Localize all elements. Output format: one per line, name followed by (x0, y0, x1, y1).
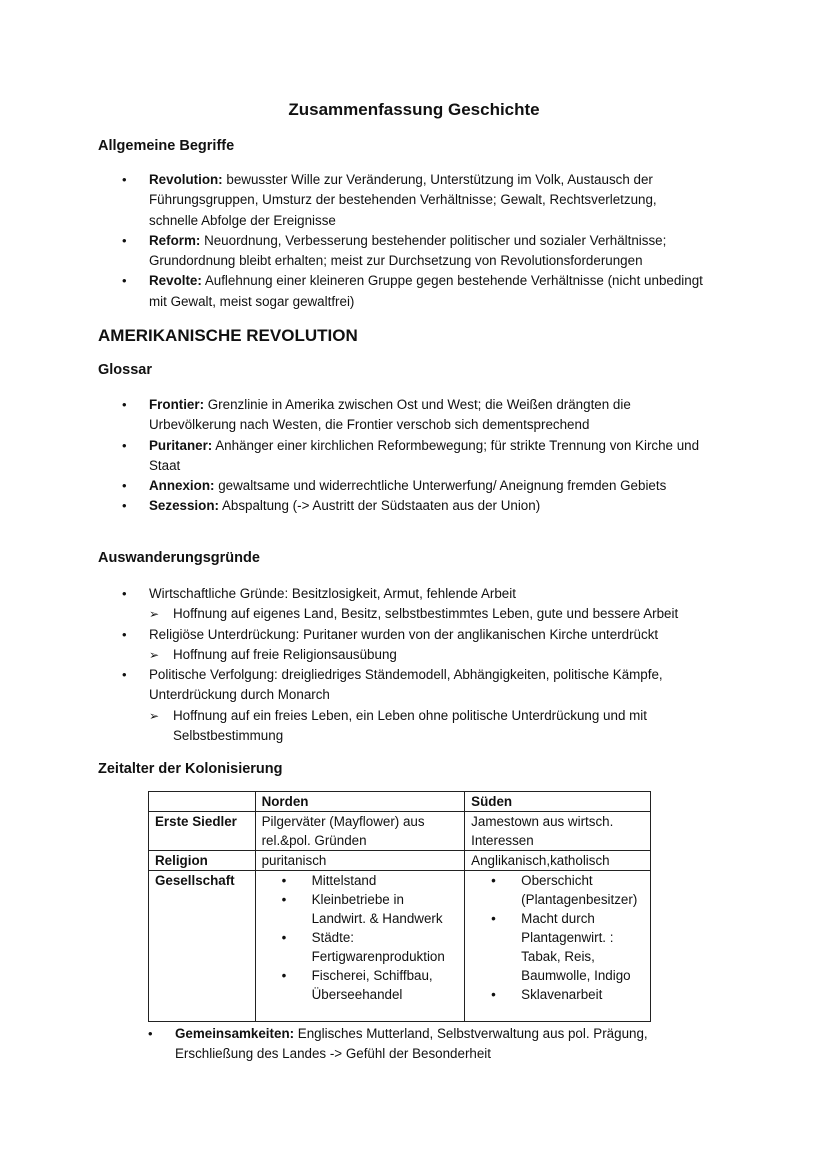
list-item: • Puritaner: Anhänger einer kirchlichen Reformbewegung; für strikte Trennung von Kirche und Staat (122, 437, 700, 473)
list-item: • Sklavenarbeit (491, 987, 603, 1002)
section-heading-glossar: Glossar (98, 362, 152, 378)
colonization-table (148, 791, 651, 1022)
north-society-list (262, 871, 459, 1004)
arrow-icon: ➢ (149, 647, 160, 662)
bullet-icon: • (281, 892, 287, 907)
section-heading-emigration: Auswanderungsgründe (98, 550, 260, 566)
list-item: • Politische Verfolgung: dreigliedriges Ständemodell, Abhängigkeiten, politische Kämpfe, Unterdrückung durch Monarch (122, 667, 663, 703)
list-item: • Annexion: gewaltsame und widerrechtliche Unterwerfung/ Aneignung fremden Gebiets (122, 476, 742, 496)
row-label-religion: Religion (149, 851, 256, 871)
list-item: • Reform: Neuordnung, Verbesserung bestehender politischer und sozialer Verhältnisse; Grundordnung bleibt erhalten; meist zur Durchsetzung von Revolutionsforderungen (122, 232, 667, 269)
arrow-icon: ➢ (149, 708, 160, 723)
list-item: • Frontier: Grenzlinie in Amerika zwischen Ost und West; die Weißen drängten die Urbevölkerung nach Westen, die Frontier verschob sich dementsprechend (122, 397, 631, 433)
bullet-icon: • (122, 498, 127, 514)
glossar-list (122, 395, 742, 517)
table-cell: Jamestown aus wirtsch. Interessen (465, 812, 651, 851)
section-heading-american-revolution: AMERIKANISCHE REVOLUTION (98, 326, 358, 345)
bullet-icon: • (491, 873, 496, 888)
bullet-icon: • (122, 232, 127, 248)
table-cell: Pilgerväter (Mayflower) aus rel.&pol. Gründen (255, 812, 465, 851)
list-item: • Revolte: Auflehnung einer kleineren Gruppe gegen bestehende Verhältnisse (nicht unbedingt mit Gewalt, meist sogar gewaltfrei) (122, 273, 703, 309)
list-item: • Wirtschaftliche Gründe: Besitzlosigkeit, Armut, fehlende Arbeit (122, 584, 762, 604)
row-label-settlers: Erste Siedler (149, 812, 256, 851)
bullet-icon: • (122, 437, 127, 453)
table-cell: puritanisch (255, 851, 465, 871)
list-item: • Revolution: bewusster Wille zur Veränderung, Unterstützung im Volk, Austausch der Führungsgruppen, Umsturz der bestehenden Verhältnisse; Gewalt, Rechtsverletzung, schnelle Abfolge der Ereignisse (122, 172, 657, 228)
bullet-icon: • (148, 1026, 153, 1041)
table-header-row (149, 792, 651, 812)
table-header-north: Norden (255, 792, 465, 812)
bullet-icon: • (281, 968, 287, 983)
bullet-icon: • (491, 911, 496, 926)
bullet-icon: • (281, 873, 287, 888)
list-item: • Sezession: Abspaltung (-> Austritt der Südstaaten aus der Union) (122, 496, 742, 516)
page-title: Zusammenfassung Geschichte (288, 100, 540, 119)
list-item: • Gemeinsamkeiten: Englisches Mutterland, Selbstverwaltung aus pol. Prägung, Erschließung des Landes -> Gefühl der Besonderheit (148, 1026, 648, 1062)
general-terms-list (122, 170, 742, 312)
list-item: • Mittelstand (281, 873, 377, 888)
sub-list-item: ➢ Hoffnung auf eigenes Land, Besitz, selbstbestimmtes Leben, gute und bessere Arbeit (122, 604, 762, 624)
list-item: • Religiöse Unterdrückung: Puritaner wurden von der anglikanischen Kirche unterdrückt (122, 625, 762, 645)
section-heading-general: Allgemeine Begriffe (98, 138, 235, 154)
table-row (149, 812, 651, 851)
bullet-icon: • (491, 987, 496, 1002)
bullet-icon: • (122, 478, 127, 494)
south-society-list (471, 871, 644, 1004)
arrow-icon: ➢ (149, 607, 160, 622)
bullet-icon: • (122, 397, 127, 412)
table-row (149, 871, 651, 1022)
sub-list-item: ➢ Hoffnung auf ein freies Leben, ein Leben ohne politische Unterdrückung und mit Selbstbestimmung (149, 707, 647, 744)
emigration-list (122, 584, 762, 746)
bullet-icon: • (281, 930, 287, 945)
bullet-icon: • (122, 172, 127, 187)
row-label-society: Gesellschaft (149, 871, 256, 1022)
table-cell (465, 871, 651, 1022)
table-row (149, 851, 651, 871)
section-heading-colonization: Zeitalter der Kolonisierung (98, 761, 283, 777)
table-header-empty (149, 792, 256, 812)
table-cell: Anglikanisch,katholisch (465, 851, 651, 871)
list-item: • Oberschicht (Plantagenbesitzer) (491, 873, 638, 907)
bullet-icon: • (122, 667, 127, 683)
bullet-icon: • (122, 273, 127, 289)
list-item: • Kleinbetriebe in Landwirt. & Handwerk (281, 892, 443, 926)
list-item: • Fischerei, Schiffbau, Überseehandel (281, 968, 433, 1002)
table-header-south: Süden (465, 792, 651, 812)
list-item: • Macht durch Plantagenwirt. : Tabak, Reis, Baumwolle, Indigo (491, 911, 631, 983)
list-item: • Städte: Fertigwarenproduktion (281, 930, 445, 964)
bullet-icon: • (122, 586, 127, 601)
sub-list-item: ➢ Hoffnung auf freie Religionsausübung (122, 645, 762, 665)
table-cell (255, 871, 465, 1022)
common-features-list (148, 1024, 748, 1065)
bullet-icon: • (122, 626, 127, 642)
